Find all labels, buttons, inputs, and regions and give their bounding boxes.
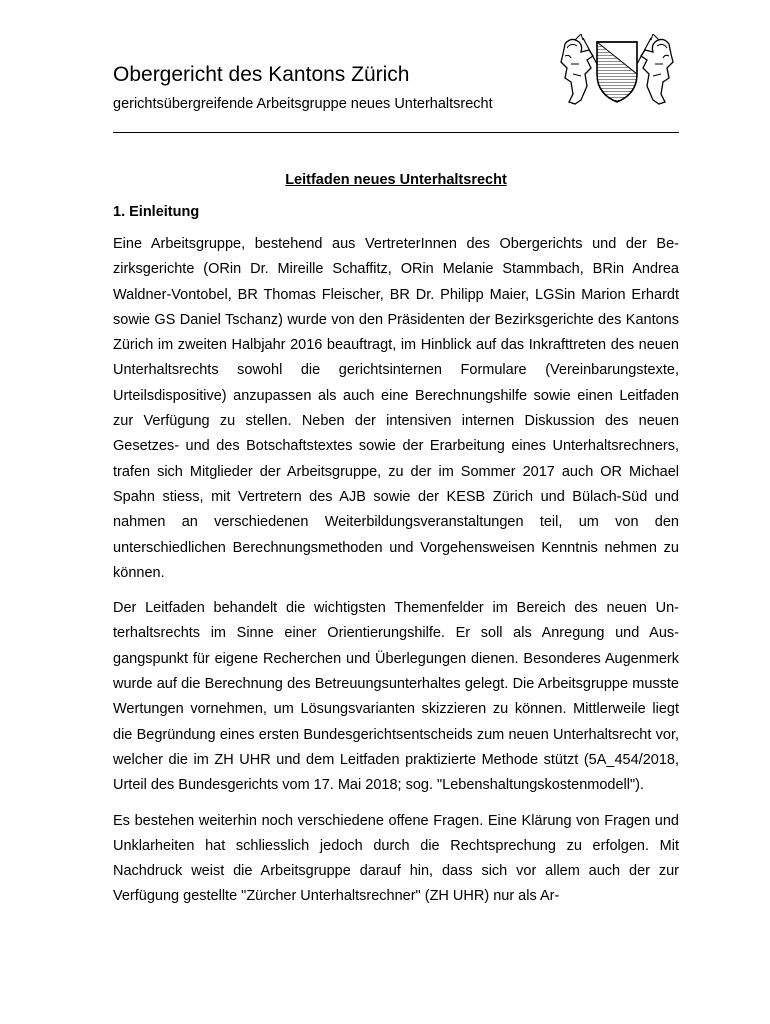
- working-group-subtitle: gerichtsübergreifende Arbeitsgruppe neues Unterhaltsrecht: [113, 96, 493, 112]
- document-title: Leitfaden neues Unterhaltsrecht: [285, 172, 507, 188]
- paragraph: Der Leitfaden behandelt die wichtigsten Themenfelder im Bereich des neuen Unterhaltsrechts im Sinne einer Orientierungshilfe. Er soll als Anregung und Ausgangspunkt für eigene Recherchen und Überlegungen dienen. Besonderes Augenmerk wurde auf die Berechnung des Betreuungsunterhaltes gelegt. Die Arbeitsgruppe musste Wertungen vornehmen, um Lösungsvarianten skizzieren zu können. Mittlerweile liegt die Begründung eines ersten Bundesgerichtsentscheids zum neuen Unterhaltsrecht vor, welcher die im ZH UHR und dem Leitfaden praktizierte Methode stützt (5A_454/2018, Urteil des Bundesgerichts vom 17. Mai 2018; sog. "Lebenshaltungskostenmodell").: [113, 600, 679, 794]
- header-divider: [113, 132, 679, 133]
- paragraph: Es bestehen weiterhin noch verschiedene offene Fragen. Eine Klärung von Fragen und Unklarheiten hat schliesslich jedoch durch die Rechtsprechung zu erfolgen. Mit Nachdruck weist die Arbeitsgruppe darauf hin, dass sich vor allem auch der zur Verfügung gestellte "Zürcher Unterhaltsrechner" (ZH UHR) nur als Ar-: [113, 812, 679, 905]
- paragraph: Eine Arbeitsgruppe, bestehend aus VertreterInnen des Obergerichts und der Bezirksgerichte (ORin Dr. Mireille Schaffitz, ORin Melanie Stammbach, BRin Andrea Waldner-Vontobel, BR Thomas Fleischer, BR Dr. Philipp Maier, LGSin Marion Erhardt sowie GS Daniel Tschanz) wurde von den Präsidenten der Bezirksgerichte des Kantons Zürich im zweiten Halbjahr 2016 beauftragt, im Hinblick auf das Inkrafttreten des neuen Unterhaltsrechts sowohl die gerichtsinternen Formulare (Vereinbarungstexte, Urteilsdispositive) anzupassen als auch eine Berechnungshilfe sowie einen Leitfaden zur Verfügung zu stellen. Neben der intensiven internen Diskussion des neuen Gesetzes- und des Botschaftstextes sowie der Erarbeitung eines Unterhaltsrechners, trafen sich Mitglieder der Arbeitsgruppe, zu der im Sommer 2017 auch OR Michael Spahn stiess, mit Vertretern des AJB sowie der KESB Zürich und Bülach-Süd und nahmen an verschiedenen Weiterbildungsveranstaltungen teil, um von den unterschiedlichen Berechnungsmethoden und Vorgehensweisen Kenntnis nehmen zu können.: [113, 236, 679, 581]
- document-body: [113, 232, 679, 920]
- court-name-heading: Obergericht des Kantons Zürich: [113, 63, 410, 86]
- section-heading: 1. Einleitung: [113, 204, 200, 220]
- zurich-coat-of-arms-icon: [553, 34, 681, 110]
